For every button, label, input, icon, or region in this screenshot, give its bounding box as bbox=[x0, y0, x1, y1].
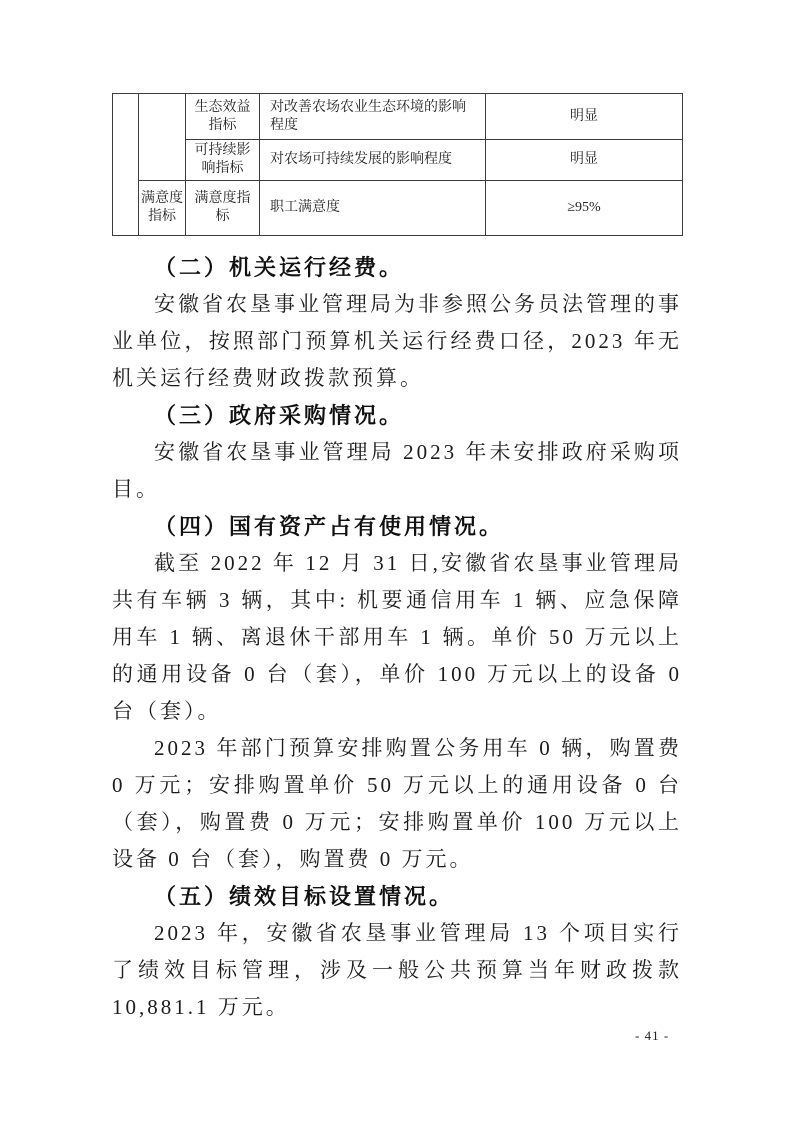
section-paragraph: 截至 2022 年 12 月 31 日,安徽省农垦事业管理局共有车辆 3 辆，其中: 机要通信用车 1 辆、应急保障用车 1 辆、离退休干部用车 1 辆。单价 50 万元以上的通用设备 0 台（套），单价 100 万元以上的设备 0 台（套）。 bbox=[112, 551, 682, 723]
section-heading: （二）机关运行经费。 bbox=[154, 255, 405, 280]
table-cell-description: 职工满意度 bbox=[260, 181, 486, 236]
section-agency-operating-expenses bbox=[112, 249, 682, 397]
table-row bbox=[113, 181, 683, 236]
section-heading: （四）国有资产占有使用情况。 bbox=[154, 514, 505, 539]
table-cell-description: 对农场可持续发展的影响程度 bbox=[260, 140, 486, 181]
page-number: - 41 - bbox=[635, 1028, 670, 1043]
table-cell-indicator: 满意度指标 bbox=[186, 181, 260, 236]
section-heading: （五）绩效目标设置情况。 bbox=[154, 884, 455, 909]
table-cell-indicator: 生态效益指标 bbox=[186, 94, 260, 140]
table-row bbox=[113, 140, 683, 181]
section-state-owned-assets bbox=[112, 508, 682, 878]
table-cell-value: 明显 bbox=[486, 94, 683, 140]
section-government-procurement bbox=[112, 397, 682, 508]
section-paragraph: 2023 年部门预算安排购置公务用车 0 辆，购置费 0 万元；安排购置单价 50 万元以上的通用设备 0 台（套），购置费 0 万元；安排购置单价 100 万元以上设备 0 台（套），购置费 0 万元。 bbox=[112, 736, 682, 871]
table-cell-value: ≥95% bbox=[486, 181, 683, 236]
table-cell-category bbox=[139, 94, 186, 181]
section-paragraph: 安徽省农垦事业管理局为非参照公务员法管理的事业单位，按照部门预算机关运行经费口径，2023 年无机关运行经费财政拨款预算。 bbox=[112, 292, 682, 390]
table-cell-indicator: 可持续影响指标 bbox=[186, 140, 260, 181]
section-heading: （三）政府采购情况。 bbox=[154, 403, 405, 428]
table-cell-description: 对改善农场农业生态环境的影响程度 bbox=[260, 94, 486, 140]
body-sections bbox=[112, 249, 682, 1026]
table-cell-value: 明显 bbox=[486, 140, 683, 181]
performance-indicator-table bbox=[112, 93, 683, 236]
table-cell-spanner bbox=[113, 94, 139, 236]
table-cell-category: 满意度指标 bbox=[139, 181, 186, 236]
section-paragraph: 安徽省农垦事业管理局 2023 年未安排政府采购项目。 bbox=[112, 440, 682, 501]
section-paragraph: 2023 年，安徽省农垦事业管理局 13 个项目实行了绩效目标管理，涉及一般公共预算当年财政拨款 10,881.1 万元。 bbox=[112, 921, 682, 1019]
section-performance-targets bbox=[112, 878, 682, 1026]
table-row bbox=[113, 94, 683, 140]
page-content bbox=[112, 93, 682, 1026]
